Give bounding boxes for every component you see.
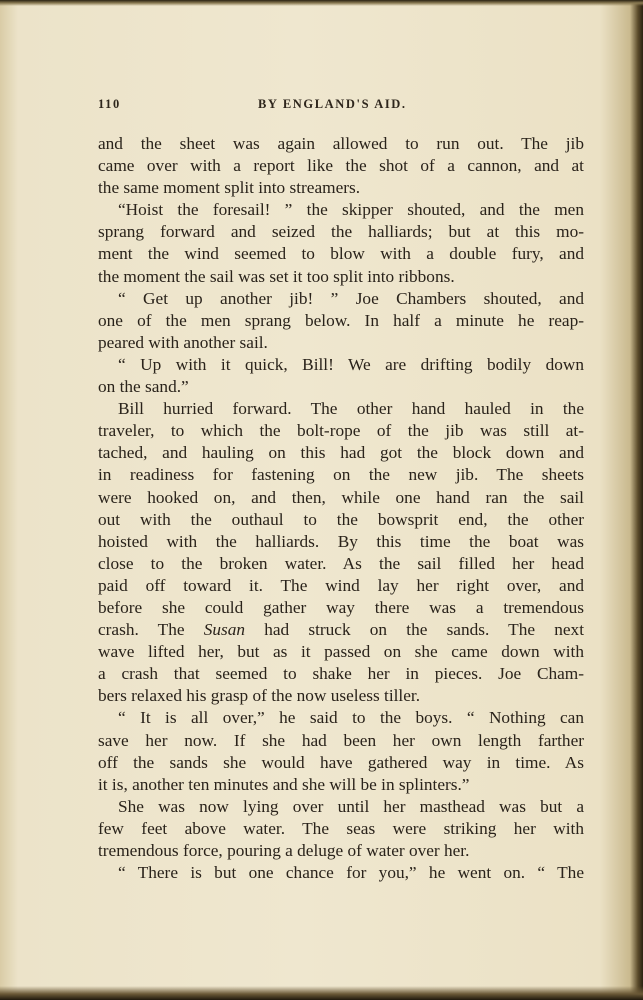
text-line: “ Get up another jib! ” Joe Chambers shouted, and	[118, 288, 584, 308]
text-line: peared with another sail.	[98, 332, 268, 352]
text-line: She was now lying over until her masthead was but a	[118, 796, 584, 816]
body-text	[98, 133, 584, 884]
text-line: the moment the sail was set it too split into ribbons.	[98, 266, 455, 286]
text-line: wave lifted her, but as it passed on she came down with	[98, 642, 584, 662]
text-line: bers relaxed his grasp of the now useless tiller.	[98, 686, 421, 706]
text-line: out with the outhaul to the bowsprit end, the other	[98, 509, 584, 529]
text-line: few feet above water. The seas were striking her with	[98, 818, 584, 838]
text-line: before she could gather way there was a tremendous	[98, 597, 584, 617]
text-line: “ It is all over,” he said to the boys. “ Nothing can	[118, 708, 584, 728]
text-line: one of the men sprang below. In half a minute he reap-	[98, 310, 584, 330]
ship-name: Susan	[203, 620, 246, 640]
text-line: paid off toward it. The wind lay her right over, and	[98, 575, 584, 595]
text-line: it is, another ten minutes and she will be in splinters.”	[98, 774, 470, 794]
text-line: close to the broken water. As the sail filled her head	[98, 553, 584, 573]
page-number: 110	[98, 97, 121, 111]
text-line: traveler, to which the bolt-rope of the jib was still at-	[98, 421, 584, 441]
text-line: save her now. If she had been her own length farther	[98, 730, 584, 750]
text-line: “Hoist the foresail! ” the skipper shouted, and the men	[118, 200, 584, 220]
text-line: crash. The Susan had struck on the sands. The next	[98, 620, 584, 640]
text-line: hoisted with the halliards. By this time the boat was	[98, 531, 584, 551]
text-line: on the sand.”	[98, 377, 189, 397]
text-line: Bill hurried forward. The other hand hauled in the	[118, 399, 584, 419]
text-line: ment the wind seemed to blow with a double fury, and	[98, 244, 584, 264]
text-line: came over with a report like the shot of a cannon, and at	[98, 156, 584, 176]
page-bottom-edge	[0, 986, 643, 1000]
text-line: off the sands she would have gathered way in time. As	[98, 752, 584, 772]
text-line: a crash that seemed to shake her in pieces. Joe Cham-	[98, 664, 584, 684]
text-line: sprang forward and seized the halliards; but at this mo-	[98, 222, 584, 242]
text-line: and the sheet was again allowed to run out. The jib	[98, 134, 584, 153]
text-line: “ There is but one chance for you,” he went on. “ The	[118, 863, 584, 883]
text-line: tremendous force, pouring a deluge of water over her.	[98, 841, 470, 860]
text-line: in readiness for fastening on the new jib. The sheets	[98, 465, 584, 485]
text-line: tached, and hauling on this had got the block down and	[98, 443, 584, 463]
page-top-edge	[0, 0, 643, 6]
text-line: were hooked on, and then, while one hand ran the sail	[98, 487, 584, 507]
page-header	[98, 97, 586, 117]
text-line: the same moment split into streamers.	[98, 178, 361, 198]
running-head: BY ENGLAND'S AID.	[258, 97, 407, 111]
text-line: “ Up with it quick, Bill! We are drifting bodily down	[118, 354, 584, 374]
